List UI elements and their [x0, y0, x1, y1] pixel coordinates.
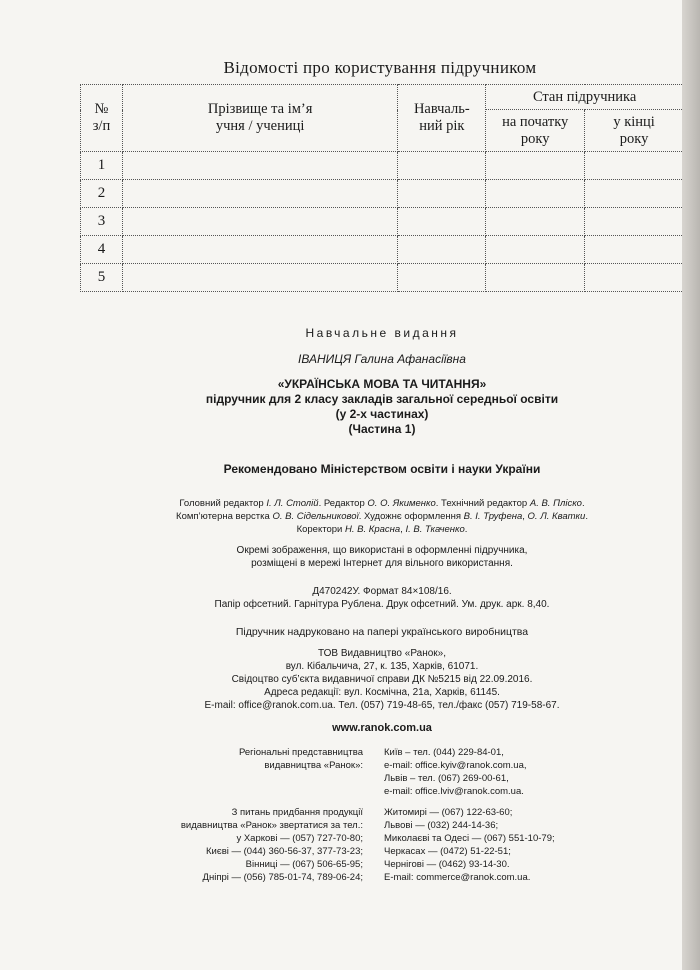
- staff-role: . Редактор: [318, 498, 368, 509]
- book-parts: (у 2-х частинах): [335, 407, 429, 421]
- staff-person: А. В. Пліско: [529, 498, 582, 509]
- staff-person: І. Л. Столій: [266, 498, 319, 509]
- list-item: у Харкові — (057) 727-70-80;: [236, 833, 363, 844]
- author: [80, 352, 684, 366]
- staff-role: Головний редактор: [179, 498, 267, 509]
- row-number: 3: [81, 208, 123, 236]
- staff-role: .: [581, 498, 585, 509]
- author-name: Галина Афанасіївна: [354, 352, 466, 366]
- staff-person: В. І. Труфена: [463, 511, 523, 522]
- staff-line: [80, 510, 684, 523]
- table-row: [81, 264, 684, 292]
- header-condition-start: на початку року: [486, 110, 585, 152]
- header-condition-end: у кінці року: [585, 110, 684, 152]
- images-note: Окремі зображення, що використані в оформленні підручника, розміщені в мережі Інтернет для вільного використання.: [236, 545, 528, 569]
- staff-line: [80, 523, 684, 536]
- edition-type: Навчальне видання: [305, 326, 459, 340]
- header-book-condition: Стан підручника: [486, 85, 684, 110]
- staff-role: ,: [522, 511, 528, 522]
- table-title: Відомості про користування підручником: [223, 58, 537, 77]
- staff-role: Коректори: [296, 524, 345, 535]
- row-number: 2: [81, 180, 123, 208]
- staff-person: Н. В. Красна: [344, 524, 401, 535]
- list-item: Львів – тел. (067) 269-00-61,: [384, 773, 509, 784]
- list-item: Житомирі — (067) 122-63-60;: [384, 807, 513, 818]
- staff-role: ,: [400, 524, 406, 535]
- staff-credits: [80, 497, 684, 536]
- row-number: 5: [81, 264, 123, 292]
- usage-table: [80, 84, 684, 292]
- header-number: № з/п: [81, 85, 123, 152]
- list-item: Вінниці — (067) 506-65-95;: [245, 859, 363, 870]
- list-item: E-mail: commerce@ranok.com.ua.: [384, 872, 531, 883]
- list-item: Чернігові — (0462) 93-14-30.: [384, 859, 510, 870]
- table-row: [81, 152, 684, 180]
- author-surname: ІВАНИЦЯ: [298, 352, 352, 366]
- list-item: Львові — (032) 244-14-36;: [384, 820, 499, 831]
- table-row: [81, 236, 684, 264]
- row-number: 4: [81, 236, 123, 264]
- list-item: З питань придбання продукції: [231, 807, 363, 818]
- staff-role: .: [464, 524, 468, 535]
- book-part: (Частина 1): [348, 422, 416, 436]
- reps-list: [384, 746, 684, 798]
- list-item: видавництва «Ранок» звертатися за тел.:: [180, 820, 363, 831]
- staff-person: І. В. Ткаченко: [405, 524, 465, 535]
- staff-person: О. О. Якименко: [367, 498, 436, 509]
- header-student-name: Прізвище та ім’я учня / учениці: [122, 85, 397, 152]
- list-item: e-mail: office.lviv@ranok.com.ua.: [384, 786, 524, 797]
- format-info: Д470242У. Формат 84×108/16. Папір офсетний. Гарнітура Рублена. Друк офсетний. Ум. друк. арк. 8,40.: [214, 586, 550, 610]
- table-row: [81, 180, 684, 208]
- publisher-info: ТОВ Видавництво «Ранок», вул. Кібальчича, 27, к. 135, Харків, 61071. Свідоцтво суб’єкта видавничої справи ДК №5215 від 22.09.2016. Адреса редакції: вул. Космічна, 21а, Харків, 61145. E-mail: office@ranok.com.ua. Тел. (057) 719-48-65, тел./факс (057) 719-58-67.: [204, 648, 560, 711]
- staff-role: . Художнє оформлення: [358, 511, 464, 522]
- staff-person: О. Л. Кватки: [527, 511, 586, 522]
- reps-label: Регіональні представництва видавництва «Ранок»:: [238, 747, 363, 771]
- purchase-left: [80, 806, 363, 884]
- staff-role: .: [585, 511, 588, 522]
- paper-note: Підручник надруковано на папері українського виробництва: [235, 626, 529, 638]
- table-row: [81, 208, 684, 236]
- table-header-row: [81, 85, 684, 110]
- list-item: Миколаєві та Одесі — (067) 551-10-79;: [384, 833, 555, 844]
- list-item: e-mail: office.kyiv@ranok.com.ua,: [384, 760, 527, 771]
- staff-line: [80, 497, 684, 510]
- list-item: Київ – тел. (044) 229-84-01,: [384, 747, 504, 758]
- book-title-block: [80, 377, 684, 437]
- staff-person: О. В. Сідельникової: [272, 511, 359, 522]
- list-item: Дніпрі — (056) 785-01-74, 789-06-24;: [202, 872, 363, 883]
- list-item: Черкасах — (0472) 51-22-51;: [384, 846, 511, 857]
- book-subtitle: підручник для 2 класу закладів загальної середньої освіти: [205, 392, 559, 406]
- book-title: «УКРАЇНСЬКА МОВА ТА ЧИТАННЯ»: [277, 377, 487, 391]
- row-number: 1: [81, 152, 123, 180]
- staff-role: . Технічний редактор: [435, 498, 530, 509]
- staff-role: Комп’ютерна верстка: [176, 511, 273, 522]
- page-edge: [682, 0, 700, 970]
- purchase-right: [384, 806, 684, 884]
- list-item: Києві — (044) 360-56-37, 377-73-23;: [206, 846, 363, 857]
- header-school-year: Навчаль- ний рік: [398, 85, 486, 152]
- recommendation: Рекомендовано Міністерством освіти і науки України: [223, 462, 541, 476]
- website-link[interactable]: www.ranok.com.ua: [332, 722, 432, 734]
